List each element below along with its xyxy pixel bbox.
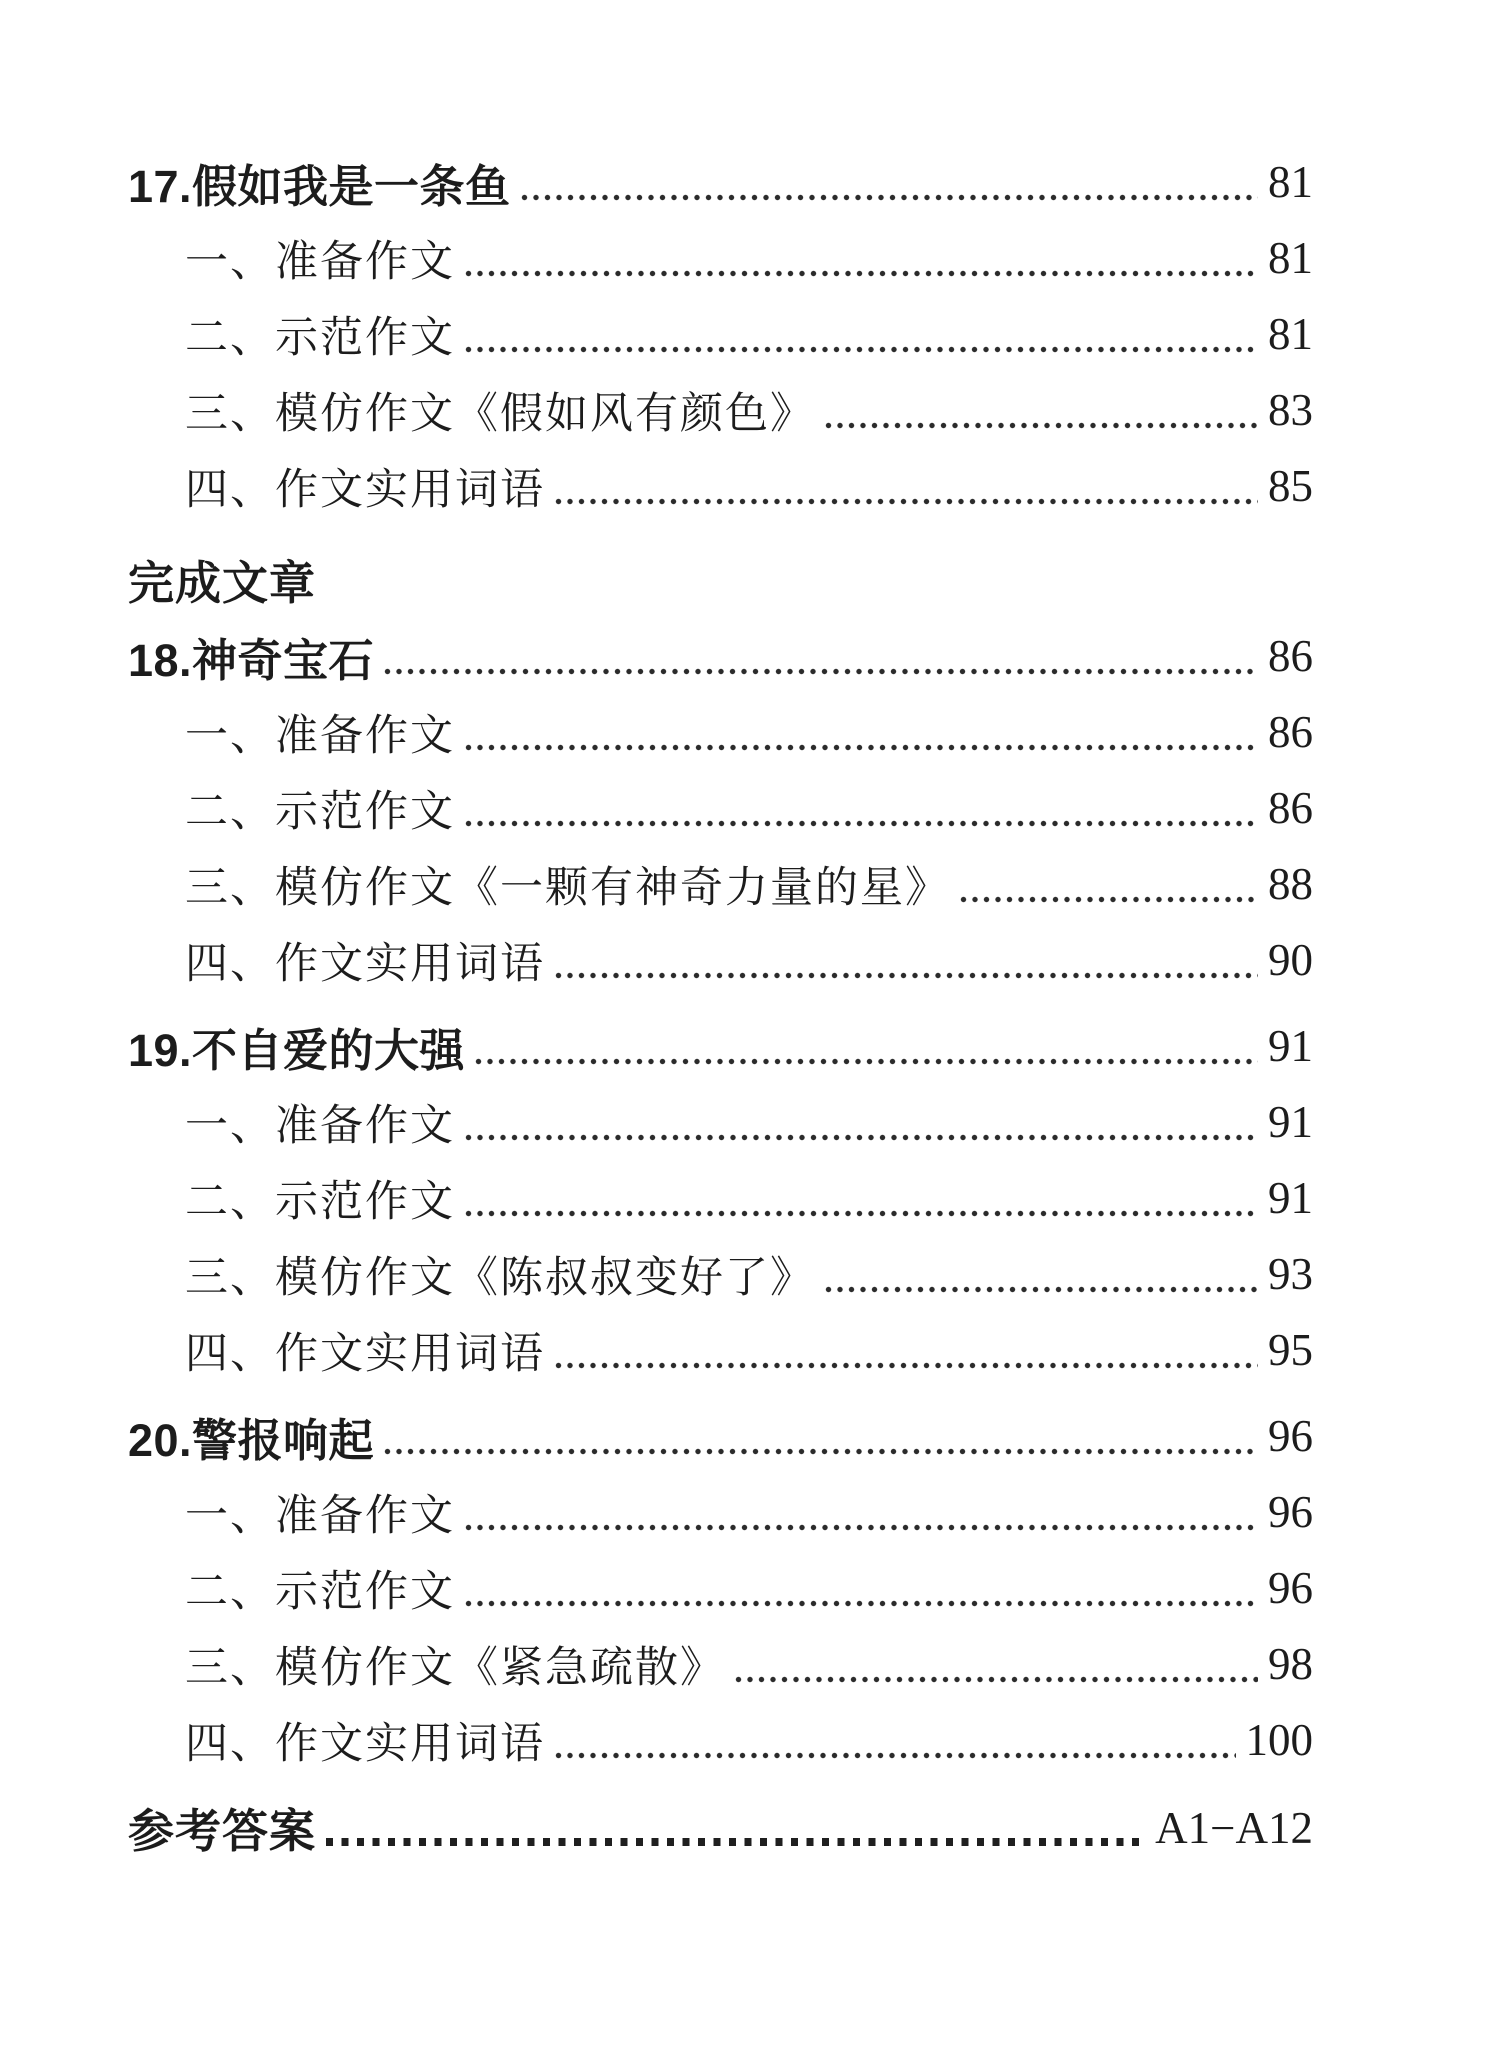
toc-subitem-row	[128, 372, 1313, 448]
toc-subitem-label: 三、模仿作文《一颗有神奇力量的星》	[185, 864, 950, 912]
toc-subitem-label: 二、示范作文	[185, 788, 455, 836]
toc-page-number: 91	[1268, 1173, 1313, 1223]
toc-chapter-row	[128, 1008, 1313, 1084]
toc-chapter-row	[128, 144, 1313, 220]
toc-part-header-row	[128, 542, 1313, 618]
toc-list	[128, 144, 1313, 1866]
toc-page-number: 86	[1268, 707, 1313, 757]
toc-page-number: 90	[1268, 935, 1313, 985]
toc-page-number: 81	[1268, 309, 1313, 359]
toc-subitem-row	[128, 846, 1313, 922]
dot-leader	[555, 1362, 1258, 1369]
toc-subitem-label: 四、作文实用词语	[185, 1720, 545, 1768]
toc-subitem-label: 二、示范作文	[185, 1178, 455, 1226]
dot-leader	[475, 1058, 1258, 1065]
toc-answer-label: 参考答案	[128, 1805, 316, 1857]
toc-page-number: 93	[1268, 1249, 1313, 1299]
toc-page-number: 83	[1268, 385, 1313, 435]
dot-leader	[465, 270, 1258, 277]
toc-page-number: 98	[1268, 1639, 1313, 1689]
toc-page-number: 100	[1245, 1715, 1313, 1765]
dot-leader	[735, 1676, 1258, 1683]
dot-leader	[465, 1600, 1258, 1607]
toc-subitem-label: 二、示范作文	[185, 1568, 455, 1616]
toc-subitem-row	[128, 1160, 1313, 1236]
dot-leader	[384, 1448, 1258, 1455]
toc-chapter-label: 17.假如我是一条鱼	[128, 160, 511, 212]
toc-page-number: 86	[1268, 783, 1313, 833]
toc-subitem-row	[128, 922, 1313, 998]
toc-subitem-label: 四、作文实用词语	[185, 940, 545, 988]
dot-leader	[326, 1838, 1145, 1846]
toc-part-header-label: 完成文章	[128, 557, 316, 609]
toc-subitem-label: 三、模仿作文《假如风有颜色》	[185, 390, 815, 438]
dot-leader	[825, 1286, 1258, 1293]
toc-page-number: 91	[1268, 1097, 1313, 1147]
toc-page-number: 91	[1268, 1021, 1313, 1071]
toc-subitem-row	[128, 1626, 1313, 1702]
dot-leader	[465, 744, 1258, 751]
toc-page-number: 81	[1268, 157, 1313, 207]
toc-answer-row	[128, 1790, 1313, 1866]
toc-answer-page-range: A1−A12	[1155, 1803, 1313, 1853]
toc-page-number: 88	[1268, 859, 1313, 909]
toc-page-number: 86	[1268, 631, 1313, 681]
toc-subitem-row	[128, 1550, 1313, 1626]
toc-page-number: 96	[1268, 1487, 1313, 1537]
toc-chapter-row	[128, 1398, 1313, 1474]
toc-chapter-label: 19.不自爱的大强	[128, 1024, 466, 1076]
toc-page-number: 96	[1268, 1563, 1313, 1613]
dot-leader	[384, 668, 1258, 675]
toc-subitem-row	[128, 448, 1313, 524]
toc-subitem-label: 四、作文实用词语	[185, 1330, 545, 1378]
toc-subitem-row	[128, 694, 1313, 770]
toc-subitem-row	[128, 1702, 1313, 1778]
toc-subitem-row	[128, 1084, 1313, 1160]
toc-subitem-label: 三、模仿作文《紧急疏散》	[185, 1644, 725, 1692]
toc-page-number: 85	[1268, 461, 1313, 511]
dot-leader	[521, 194, 1258, 201]
dot-leader	[465, 1134, 1258, 1141]
toc-subitem-label: 二、示范作文	[185, 314, 455, 362]
toc-subitem-label: 四、作文实用词语	[185, 466, 545, 514]
toc-subitem-row	[128, 220, 1313, 296]
toc-subitem-row	[128, 296, 1313, 372]
toc-subitem-label: 一、准备作文	[185, 1492, 455, 1540]
toc-subitem-label: 一、准备作文	[185, 1102, 455, 1150]
toc-chapter-label: 20.警报响起	[128, 1414, 375, 1466]
toc-subitem-row	[128, 1312, 1313, 1388]
dot-leader	[825, 422, 1258, 429]
dot-leader	[465, 1210, 1258, 1217]
dot-leader	[465, 1524, 1258, 1531]
toc-subitem-row	[128, 1474, 1313, 1550]
dot-leader	[555, 972, 1258, 979]
toc-subitem-row	[128, 1236, 1313, 1312]
toc-subitem-label: 一、准备作文	[185, 712, 455, 760]
toc-page-number: 96	[1268, 1411, 1313, 1461]
toc-chapter-label: 18.神奇宝石	[128, 634, 375, 686]
toc-subitem-row	[128, 770, 1313, 846]
dot-leader	[960, 896, 1258, 903]
dot-leader	[465, 820, 1258, 827]
toc-subitem-label: 三、模仿作文《陈叔叔变好了》	[185, 1254, 815, 1302]
toc-page-number: 95	[1268, 1325, 1313, 1375]
dot-leader	[555, 498, 1258, 505]
toc-page-number: 81	[1268, 233, 1313, 283]
toc-subitem-label: 一、准备作文	[185, 238, 455, 286]
dot-leader	[555, 1752, 1236, 1759]
dot-leader	[465, 346, 1258, 353]
toc-chapter-row	[128, 618, 1313, 694]
